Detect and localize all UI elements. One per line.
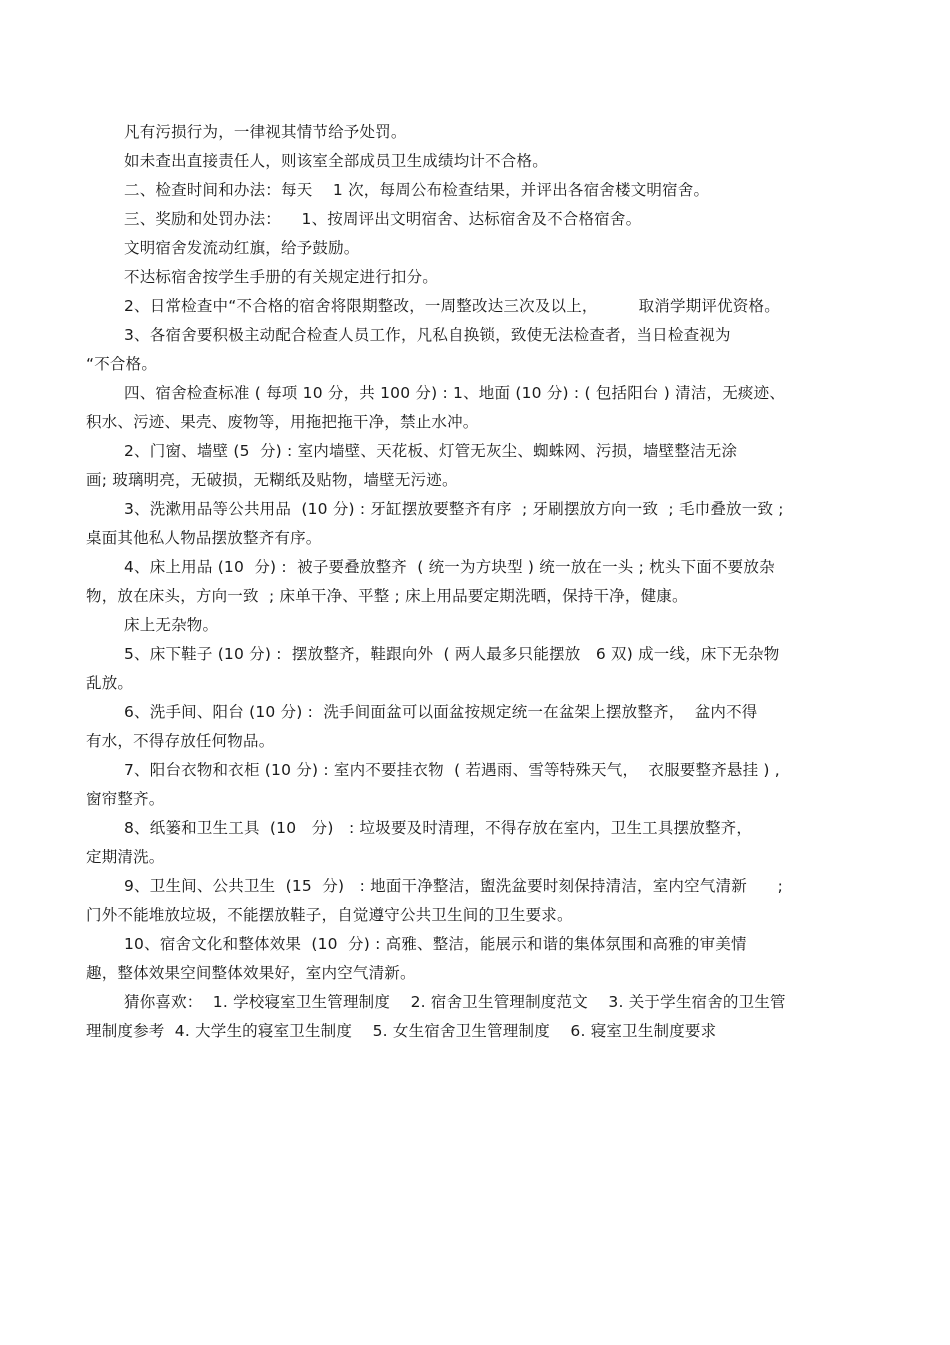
paragraph-line: 不达标宿舍按学生手册的有关规定进行扣分。 [124, 268, 439, 286]
paragraph-line: 7、阳台衣物和衣柜 (10 分) : 室内不要挂衣物 ( 若遇雨、雪等特殊天气， 衣服要整齐悬挂 ) , [124, 761, 780, 779]
paragraph-line: 凡有污损行为，一律视其情节给予处罚。 [124, 123, 407, 141]
document-body [86, 118, 866, 1046]
paragraph-line: 4、床上用品 (10 分) : 被子要叠放整齐 ( 统一为方块型 ) 统一放在一头 ; 枕头下面不要放杂 [124, 558, 775, 576]
paragraph-line: 6、洗手间、阳台 (10 分) : 洗手间面盆可以面盆按规定统一在盆架上摆放整齐， 盆内不得 [124, 703, 758, 721]
paragraph-line: 物，放在床头，方向一致 ; 床单干净、平整 ; 床上用品要定期洗晒，保持干净，健康。 [86, 587, 688, 605]
paragraph-line: 定期清洗。 [86, 848, 165, 866]
paragraph-line: 三、奖励和处罚办法： 1、按周评出文明宿舍、达标宿舍及不合格宿舍。 [124, 210, 642, 228]
paragraph-line: 窗帘整齐。 [86, 790, 165, 808]
paragraph-line: 如未查出直接责任人，则该室全部成员卫生成绩均计不合格。 [124, 152, 548, 170]
paragraph-line: 桌面其他私人物品摆放整齐有序。 [86, 529, 322, 547]
paragraph-line: 8、纸篓和卫生工具 (10 分) : 垃圾要及时清理，不得存放在室内，卫生工具摆放整齐， [124, 819, 753, 837]
paragraph-line: 趣，整体效果空间整体效果好，室内空气清新。 [86, 964, 416, 982]
paragraph-line: 四、宿舍检查标准 ( 每项 10 分，共 100 分) : 1、地面 (10 分) : ( 包括阳台 ) 清洁，无痰迹、 [124, 384, 786, 402]
related-links-line: 理制度参考 4. 大学生的寝室卫生制度 5. 女生宿舍卫生管理制度 6. 寝室卫生制度要求 [86, 1022, 717, 1040]
paragraph-line: 床上无杂物。 [124, 616, 219, 634]
paragraph-line: 积水、污迹、果壳、废物等，用拖把拖干净，禁止水冲。 [86, 413, 479, 431]
paragraph-line: 3、洗漱用品等公共用品 (10 分) : 牙缸摆放要整齐有序 ; 牙刷摆放方向一致 ; 毛巾叠放一致 ; [124, 500, 784, 518]
paragraph-line: 10、宿舍文化和整体效果 (10 分) : 高雅、整洁，能展示和谐的集体氛围和高雅的审美情 [124, 935, 747, 953]
paragraph-line: 2、门窗、墙壁 (5 分) : 室内墙壁、天花板、灯管无灰尘、蜘蛛网、污损，墙壁整洁无涂 [124, 442, 738, 460]
paragraph-line: 乱放。 [86, 674, 134, 692]
paragraph-line: 二、检查时间和办法：每天 1 次，每周公布检查结果，并评出各宿舍楼文明宿舍。 [124, 181, 710, 199]
paragraph-line: 门外不能堆放垃圾，不能摆放鞋子，自觉遵守公共卫生间的卫生要求。 [86, 906, 573, 924]
paragraph-line: 5、床下鞋子 (10 分) : 摆放整齐，鞋跟向外 ( 两人最多只能摆放 6 双) 成一线，床下无杂物 [124, 645, 780, 663]
paragraph-line: 文明宿舍发流动红旗，给予鼓励。 [124, 239, 360, 257]
paragraph-line: “不合格。 [86, 355, 158, 373]
related-links-line: 猜你喜欢： 1. 学校寝室卫生管理制度 2. 宿舍卫生管理制度范文 3. 关于学生宿舍的卫生管 [124, 993, 786, 1011]
paragraph-line: 9、卫生间、公共卫生 (15 分) : 地面干净整洁，盥洗盆要时刻保持清洁，室内空气清新 ; [124, 877, 784, 895]
paragraph-line: 画; 玻璃明亮，无破损，无糊纸及贴物，墙壁无污迹。 [86, 471, 458, 489]
paragraph-line: 3、各宿舍要积极主动配合检查人员工作，凡私自换锁，致使无法检查者，当日检查视为 [124, 326, 731, 344]
paragraph-line: 2、日常检查中“不合格的宿舍将限期整改，一周整改达三次及以上， 取消学期评优资格。 [124, 297, 780, 315]
paragraph-line: 有水，不得存放任何物品。 [86, 732, 275, 750]
